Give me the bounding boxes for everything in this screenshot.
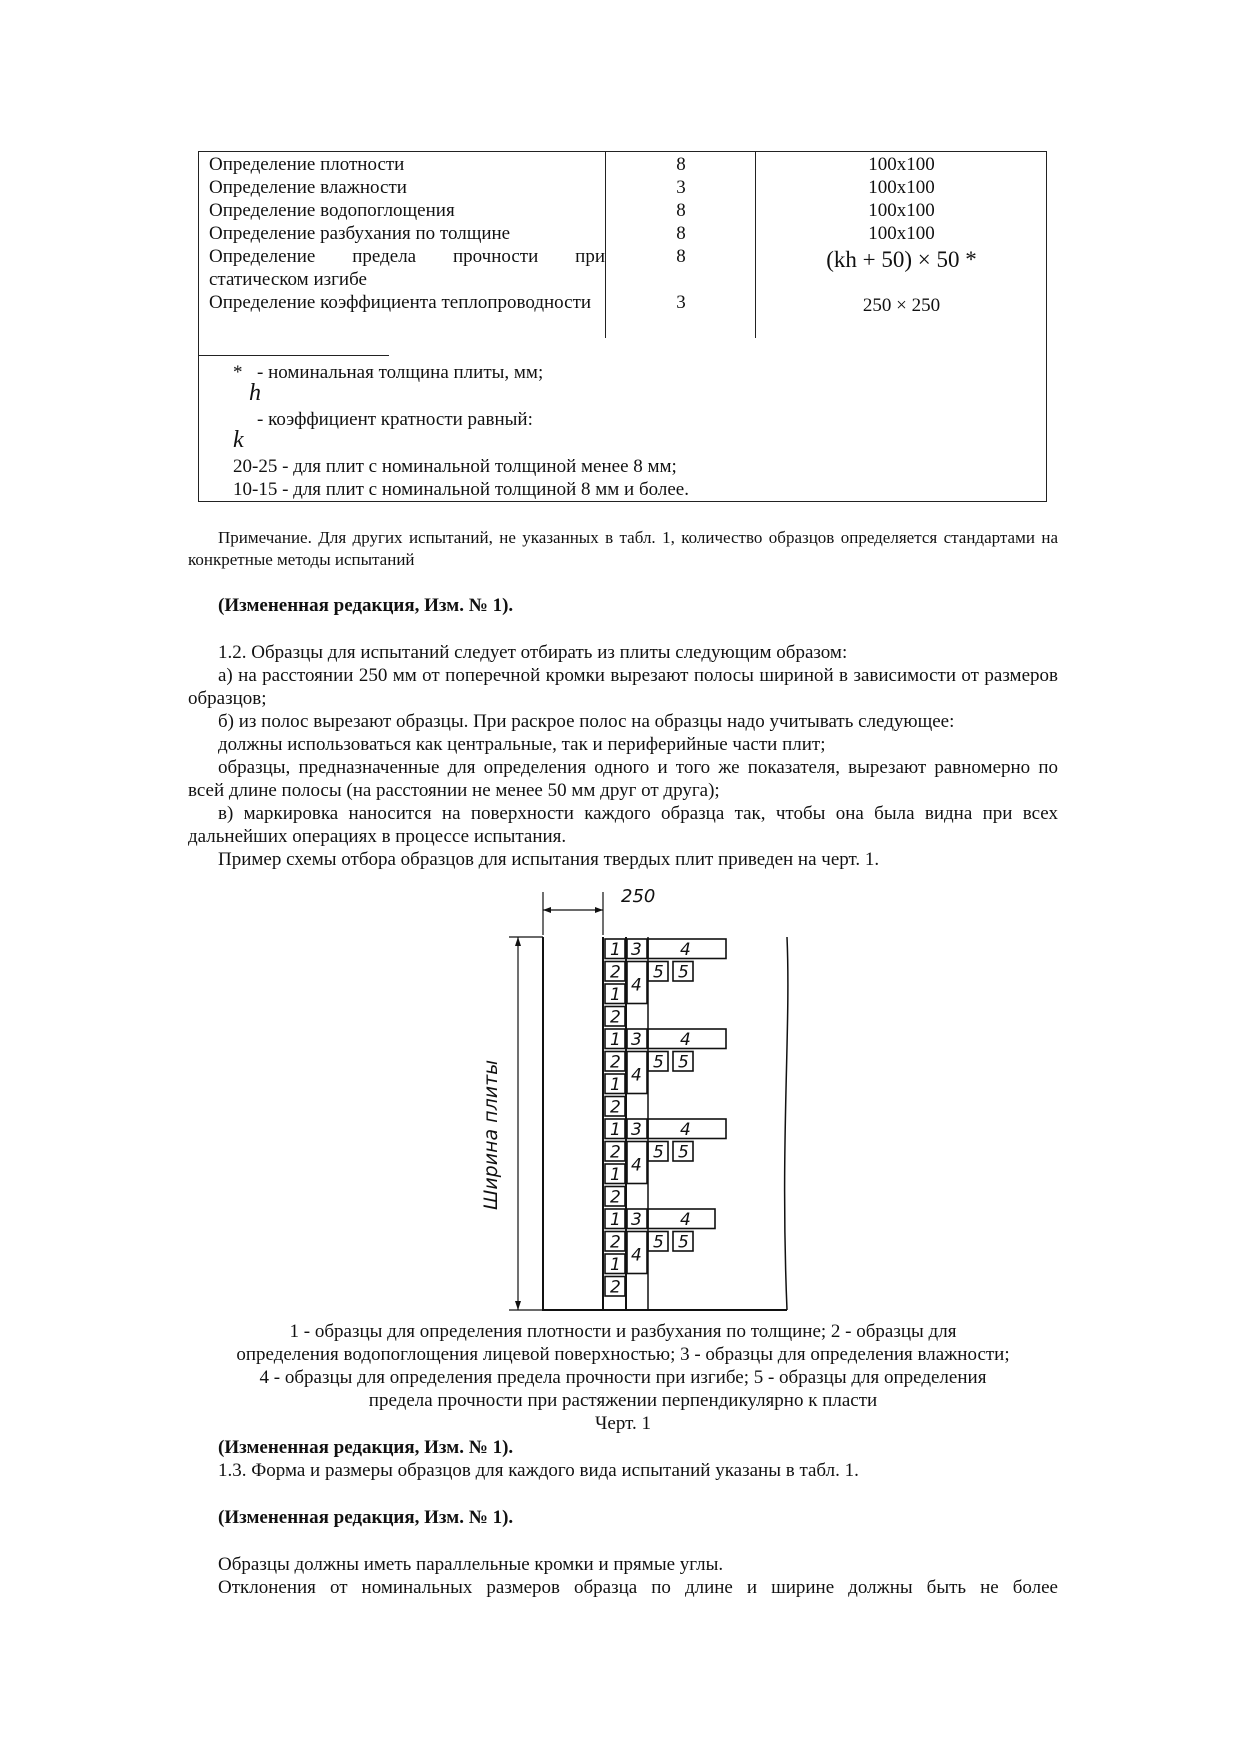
table-row-name: Определение влажности <box>209 177 407 198</box>
table-row-name: Определение предела прочности при статическом изгибе <box>209 246 605 290</box>
footnote-star: * <box>233 362 243 383</box>
amendment-note: (Измененная редакция, Изм. № 1). <box>218 1507 514 1528</box>
figure-caption-line: 4 - образцы для определения предела прочности при изгибе; 5 - образцы для определения <box>259 1367 987 1388</box>
sample-label: 5 <box>678 1052 689 1073</box>
table-row-name: Определение разбухания по толщине <box>209 223 511 244</box>
figure-caption-line: предела прочности при растяжении перпендикулярно к пласти <box>368 1390 878 1411</box>
sample-label: 4 <box>631 1245 642 1266</box>
sample-label: 1 <box>610 985 621 1005</box>
section-1-2-item-b2: образцы, предназначенные для определения одного и того же показателя, вырезают равномерно по всей длине полосы (на расстоянии не менее 50 мм друг от друга); <box>188 757 1058 801</box>
footnote-rule <box>199 355 389 356</box>
section-1-2-item-c: в) маркировка наносится на поверхности каждого образца так, чтобы она была видна при всех дальнейших операциях в процессе испытания. <box>188 803 1058 847</box>
sample-label: 4 <box>631 975 642 996</box>
section-1-2-intro: 1.2. Образцы для испытаний следует отбирать из плиты следующим образом: <box>218 642 848 663</box>
table-row-count: 3 <box>676 177 686 198</box>
sample-label: 4 <box>631 1065 642 1086</box>
sample-label: 2 <box>610 1277 621 1298</box>
sample-label: 1 <box>610 1120 621 1140</box>
sample-label: 2 <box>610 1097 621 1118</box>
sample-label: 5 <box>678 1142 689 1163</box>
table-row-count: 8 <box>676 154 686 175</box>
sample-label: 1 <box>610 1165 621 1185</box>
footnote-k-var: k <box>233 427 244 453</box>
sample-label: 5 <box>653 962 664 983</box>
table-note: Примечание. Для других испытаний, не указанных в табл. 1, количество образцов определяется стандартами на конкретные методы испытаний <box>188 528 1058 569</box>
footnote-h-text: - номинальная толщина плиты, мм; <box>257 362 544 383</box>
table-row-size: 250 × 250 <box>862 295 941 316</box>
table-row-count: 8 <box>676 246 686 267</box>
sample-label: 5 <box>653 1232 664 1253</box>
sample-label: 4 <box>631 1155 642 1176</box>
sample-label: 4 <box>680 1030 691 1050</box>
sampling-scheme-figure <box>465 880 810 1316</box>
sample-label: 3 <box>631 1120 642 1140</box>
figure-caption-line: 1 - образцы для определения плотности и разбухания по толщине; 2 - образцы для <box>289 1321 957 1342</box>
sample-label: 2 <box>610 1007 621 1028</box>
sampling-scheme-drawing <box>465 880 810 1316</box>
sample-label: 1 <box>610 940 621 960</box>
sample-label: 5 <box>678 962 689 983</box>
sample-label: 4 <box>680 1120 691 1140</box>
amendment-note: (Измененная редакция, Изм. № 1). <box>218 595 514 616</box>
sample-label: 4 <box>680 940 691 960</box>
table-row-size-formula: (kh + 50) × 50 * <box>826 247 977 272</box>
sample-label: 1 <box>610 1255 621 1275</box>
sample-label: 1 <box>610 1030 621 1050</box>
section-1-3: 1.3. Форма и размеры образцов для каждого вида испытаний указаны в табл. 1. <box>218 1460 859 1481</box>
footnote-h-var: h <box>249 380 261 406</box>
table-row-name: Определение плотности <box>209 154 405 175</box>
table-row-name: Определение коэффициента теплопроводности <box>209 292 592 313</box>
table-row-name: Определение водопоглощения <box>209 200 455 221</box>
axis-label: Ширина плиты <box>480 1059 502 1210</box>
table-row-size: 100x100 <box>868 200 935 221</box>
section-1-2-item-b1: должны использоваться как центральные, так и периферийные части плит; <box>218 734 826 755</box>
sample-label: 2 <box>610 962 621 983</box>
table-row-count: 3 <box>676 292 686 313</box>
dimension-label: 250 <box>621 886 656 907</box>
sample-label: 5 <box>653 1052 664 1073</box>
sample-label: 1 <box>610 1075 621 1095</box>
sample-label: 2 <box>610 1142 621 1163</box>
plate-edge <box>785 937 788 1310</box>
footnote-line: 20-25 - для плит с номинальной толщиной менее 8 мм; <box>233 456 677 477</box>
para-edges: Образцы должны иметь параллельные кромки и прямые углы. <box>218 1554 724 1575</box>
figure-caption-line: определения водопоглощения лицевой поверхностью; 3 - образцы для определения влажности; <box>236 1344 1010 1365</box>
amendment-note: (Измененная редакция, Изм. № 1). <box>218 1437 514 1458</box>
plate-outline <box>543 937 787 1310</box>
sample-label: 5 <box>653 1142 664 1163</box>
sample-label: 2 <box>610 1052 621 1073</box>
sample-label: 3 <box>631 940 642 960</box>
sample-label: 3 <box>631 1210 642 1230</box>
section-1-2-item-b: б) из полос вырезают образцы. При раскрое полос на образцы надо учитывать следующее: <box>218 711 955 732</box>
sample-label: 4 <box>680 1210 691 1230</box>
table-row-size: 100x100 <box>868 177 935 198</box>
sample-label: 3 <box>631 1030 642 1050</box>
sample-label: 2 <box>610 1232 621 1253</box>
table-row-size: 100x100 <box>868 154 935 175</box>
section-1-2-item-a: а) на расстоянии 250 мм от поперечной кромки вырезают полосы шириной в зависимости от размеров образцов; <box>188 665 1058 709</box>
column-divider <box>605 152 606 338</box>
para-deviations: Отклонения от номинальных размеров образца по длине и ширине должны быть не более <box>218 1577 1058 1598</box>
footnote-line: 10-15 - для плит с номинальной толщиной 8 мм и более. <box>233 479 689 500</box>
sample-label: 2 <box>610 1187 621 1208</box>
figure-title: Черт. 1 <box>595 1413 651 1434</box>
table-row-count: 8 <box>676 223 686 244</box>
footnote-k-text: - коэффициент кратности равный: <box>257 409 533 430</box>
sample-label: 5 <box>678 1232 689 1253</box>
samples-table <box>198 151 1047 502</box>
table-row-size: 100x100 <box>868 223 935 244</box>
section-1-2-example: Пример схемы отбора образцов для испытания твердых плит приведен на черт. 1. <box>218 849 880 870</box>
sample-label: 1 <box>610 1210 621 1230</box>
table-row-count: 8 <box>676 200 686 221</box>
